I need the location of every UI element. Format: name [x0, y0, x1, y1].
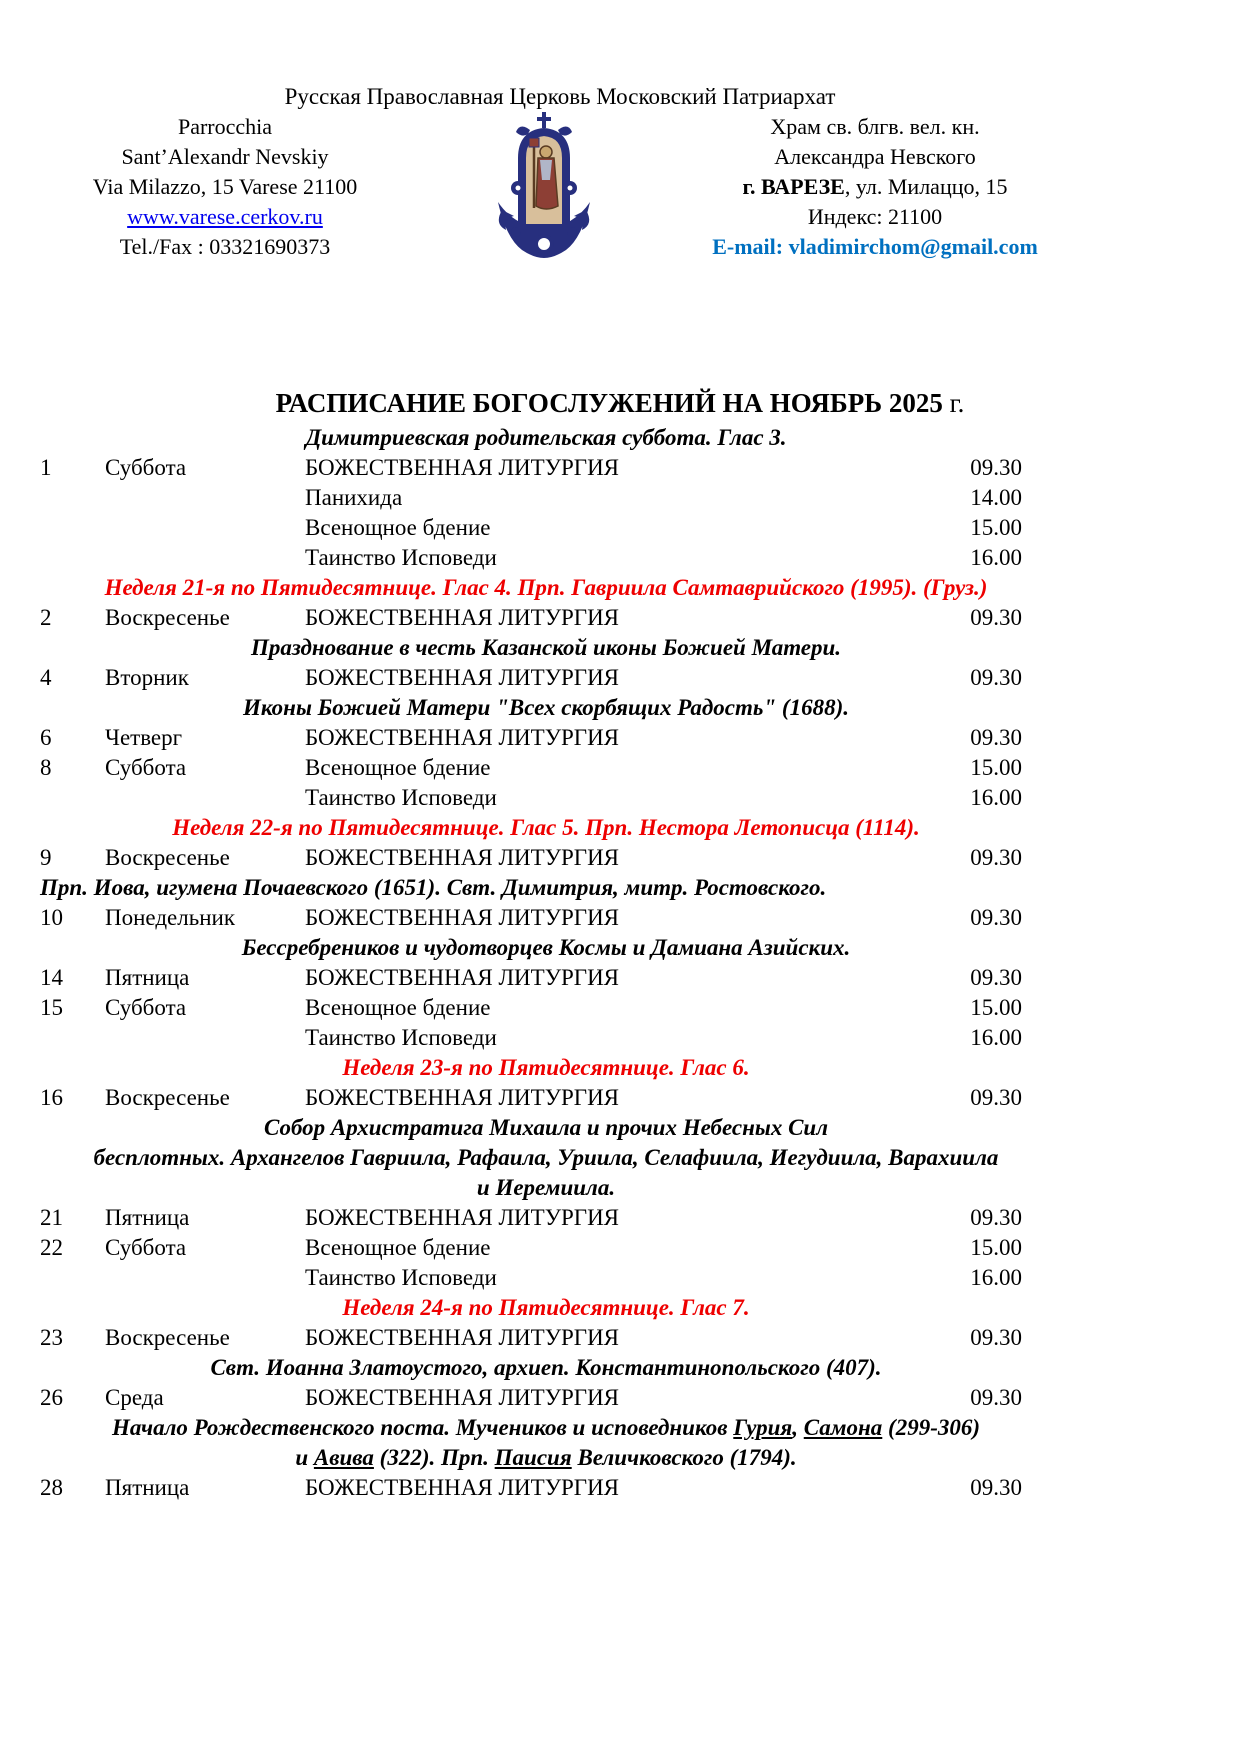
entry-time: 09.30 [970, 455, 1022, 480]
entry-service: БОЖЕСТВЕННАЯ ЛИТУРГИЯ [305, 1205, 620, 1230]
schedule-entry-row [40, 483, 1052, 513]
note-text: Неделя 21-я по Пятидесятнице. Глас 4. Прп. Гавриила Самтаврийского (1995). (Груз.) [104, 575, 988, 600]
note-underlined-name: Гурия [733, 1415, 793, 1440]
entry-time: 15.00 [970, 995, 1022, 1020]
schedule-entry-row [40, 1233, 1052, 1263]
schedule-entry-row [40, 903, 1052, 933]
schedule-entry-row [40, 753, 1052, 783]
telfax-line: Tel./Fax : 03321690373 [119, 234, 331, 259]
parish-saint-line: Sant’Alexandr Nevskiy [121, 144, 329, 169]
entry-day [105, 543, 305, 573]
week-heading-note [40, 813, 1052, 843]
entry-day [105, 783, 305, 813]
entry-day: Четверг [105, 725, 183, 750]
entry-date: 9 [40, 845, 52, 870]
note-text: Димитриевская родительская суббота. Глас 3. [305, 425, 787, 450]
note-text: Прп. Иова, игумена Почаевского (1651). Свт. Димитрия, митр. Ростовского. [40, 875, 827, 900]
entry-date: 6 [40, 725, 52, 750]
email-link[interactable]: E-mail: vladimirchom@gmail.com [712, 234, 1038, 259]
entry-time: 09.30 [970, 605, 1022, 630]
entry-time: 16.00 [970, 545, 1022, 570]
schedule-entry-row [40, 723, 1052, 753]
entry-date: 8 [40, 755, 52, 780]
note-underlined-name: Самона [803, 1415, 883, 1440]
note-text: Величковского (1794). [571, 1445, 797, 1470]
entry-date: 1 [40, 455, 52, 480]
schedule-entry-row [40, 663, 1052, 693]
entry-service: БОЖЕСТВЕННАЯ ЛИТУРГИЯ [305, 965, 620, 990]
entry-date [40, 483, 105, 513]
entry-time: 15.00 [970, 515, 1022, 540]
entry-day: Воскресенье [105, 1325, 230, 1350]
feast-note [40, 1413, 1052, 1443]
entry-date: 21 [40, 1205, 63, 1230]
entry-service: Всенощное бдение [305, 1235, 491, 1260]
feast-note [40, 873, 1052, 903]
page-title [0, 386, 1240, 420]
entry-service: БОЖЕСТВЕННАЯ ЛИТУРГИЯ [305, 1325, 620, 1350]
entry-date: 2 [40, 605, 52, 630]
note-text: Иконы Божией Матери "Всех скорбящих Радость" (1688). [243, 695, 849, 720]
entry-service: БОЖЕСТВЕННАЯ ЛИТУРГИЯ [305, 1475, 620, 1500]
temple-street: , ул. Милаццо, 15 [844, 174, 1008, 199]
schedule-entry-row [40, 1203, 1052, 1233]
entry-day: Суббота [105, 455, 187, 480]
note-text: бесплотных. Архангелов Гавриила, Рафаила, Уриила, Селафиила, Иегудиила, Варахиила [93, 1145, 999, 1170]
entry-day: Воскресенье [105, 605, 230, 630]
entry-date: 15 [40, 995, 63, 1020]
entry-time: 09.30 [970, 665, 1022, 690]
entry-service: Панихида [305, 485, 403, 510]
note-text: Неделя 22-я по Пятидесятнице. Глас 5. Прп. Нестора Летописца (1114). [172, 815, 920, 840]
week-heading-note [40, 1053, 1052, 1083]
temple-saint-line: Александра Невского [774, 144, 976, 169]
schedule-entry-row [40, 1473, 1052, 1503]
entry-day: Пятница [105, 1475, 190, 1500]
entry-service: БОЖЕСТВЕННАЯ ЛИТУРГИЯ [305, 605, 620, 630]
feast-note [40, 633, 1052, 663]
entry-time: 09.30 [970, 1475, 1022, 1500]
entry-date: 14 [40, 965, 63, 990]
note-text: , [792, 1415, 804, 1440]
entry-date: 22 [40, 1235, 63, 1260]
postal-index-line: Индекс: 21100 [807, 204, 943, 229]
feast-note [40, 693, 1052, 723]
entry-date: 4 [40, 665, 52, 690]
entry-date: 26 [40, 1385, 63, 1410]
parish-name-line: Parrocchia [177, 114, 273, 139]
entry-service: Таинство Исповеди [305, 1265, 497, 1290]
entry-time: 09.30 [970, 1385, 1022, 1410]
entry-day: Суббота [105, 1235, 187, 1260]
schedule-entry-row [40, 783, 1052, 813]
entry-time: 16.00 [970, 785, 1022, 810]
entry-day: Пятница [105, 1205, 190, 1230]
feast-note [40, 1443, 1052, 1473]
note-text: и [295, 1445, 314, 1470]
entry-date [40, 513, 105, 543]
schedule-entry-row [40, 1023, 1052, 1053]
note-underlined-name: Паисия [494, 1445, 572, 1470]
schedule-rows [40, 423, 1052, 1503]
entry-date: 10 [40, 905, 63, 930]
temple-name-line: Храм св. блгв. вел. кн. [770, 114, 980, 139]
note-text: и Иеремиила. [476, 1175, 616, 1200]
entry-date [40, 543, 105, 573]
entry-time: 09.30 [970, 1085, 1022, 1110]
entry-day [105, 513, 305, 543]
entry-service: Таинство Исповеди [305, 785, 497, 810]
note-text: Свт. Иоанна Златоустого, архиеп. Константинопольского (407). [210, 1355, 882, 1380]
parish-address-block [55, 112, 395, 262]
entry-date: 28 [40, 1475, 63, 1500]
church-patriarchate-line: Русская Православная Церковь Московский Патриархат [284, 84, 836, 109]
schedule-entry-row [40, 513, 1052, 543]
entry-time: 09.30 [970, 845, 1022, 870]
website-link[interactable]: www.varese.cerkov.ru [127, 204, 323, 229]
feast-note [40, 1143, 1052, 1173]
week-heading-note [40, 1293, 1052, 1323]
schedule-entry-row [40, 963, 1052, 993]
schedule-entry-row [40, 543, 1052, 573]
entry-service: БОЖЕСТВЕННАЯ ЛИТУРГИЯ [305, 455, 620, 480]
entry-time: 16.00 [970, 1025, 1022, 1050]
schedule-entry-row [40, 603, 1052, 633]
note-text: Бессребреников и чудотворцев Космы и Дамиана Азийских. [241, 935, 851, 960]
entry-service: БОЖЕСТВЕННАЯ ЛИТУРГИЯ [305, 1085, 620, 1110]
schedule-entry-row [40, 1383, 1052, 1413]
note-text: Собор Архистратига Михаила и прочих Небесных Сил [263, 1115, 829, 1140]
entry-service: Всенощное бдение [305, 995, 491, 1020]
entry-time: 09.30 [970, 965, 1022, 990]
entry-time: 09.30 [970, 1325, 1022, 1350]
note-text: Неделя 24-я по Пятидесятнице. Глас 7. [342, 1295, 750, 1320]
entry-day: Понедельник [105, 905, 235, 930]
note-text: Начало Рождественского поста. Мучеников и исповедников [111, 1415, 734, 1440]
feast-note [40, 1173, 1052, 1203]
entry-date [40, 1023, 105, 1053]
entry-time: 15.00 [970, 1235, 1022, 1260]
parish-street-line: Via Milazzo, 15 Varese 21100 [92, 174, 358, 199]
feast-note [40, 933, 1052, 963]
schedule-entry-row [40, 993, 1052, 1023]
entry-service: БОЖЕСТВЕННАЯ ЛИТУРГИЯ [305, 1385, 620, 1410]
schedule-entry-row [40, 1263, 1052, 1293]
schedule-entry-row [40, 843, 1052, 873]
schedule-entry-row [40, 1323, 1052, 1353]
page-title-suffix: г. [949, 388, 965, 418]
entry-day: Среда [105, 1385, 164, 1410]
entry-day: Вторник [105, 665, 189, 690]
entry-time: 09.30 [970, 905, 1022, 930]
entry-day [105, 1023, 305, 1053]
feast-note [40, 423, 1052, 453]
feast-note [40, 1353, 1052, 1383]
note-text: Празднование в честь Казанской иконы Божией Матери. [250, 635, 842, 660]
note-underlined-name: Авива [313, 1445, 374, 1470]
entry-service: Всенощное бдение [305, 515, 491, 540]
entry-time: 09.30 [970, 1205, 1022, 1230]
entry-service: Таинство Исповеди [305, 1025, 497, 1050]
entry-service: БОЖЕСТВЕННАЯ ЛИТУРГИЯ [305, 905, 620, 930]
schedule-entry-row [40, 1083, 1052, 1113]
entry-service: БОЖЕСТВЕННАЯ ЛИТУРГИЯ [305, 845, 620, 870]
temple-address-block [675, 112, 1075, 262]
note-text: (322). Прп. [373, 1445, 495, 1470]
entry-day: Суббота [105, 995, 187, 1020]
entry-time: 14.00 [970, 485, 1022, 510]
page-title-main: РАСПИСАНИЕ БОГОСЛУЖЕНИЙ НА НОЯБРЬ 2025 [275, 388, 950, 418]
church-emblem-icon [492, 110, 596, 262]
entry-day: Воскресенье [105, 845, 230, 870]
schedule-entry-row [40, 453, 1052, 483]
temple-city-line [675, 172, 1075, 202]
entry-date: 16 [40, 1085, 63, 1110]
entry-day: Воскресенье [105, 1085, 230, 1110]
entry-day [105, 1263, 305, 1293]
temple-city-bold: г. ВАРЕЗЕ [742, 174, 845, 199]
entry-time: 15.00 [970, 755, 1022, 780]
entry-service: БОЖЕСТВЕННАЯ ЛИТУРГИЯ [305, 665, 620, 690]
entry-time: 16.00 [970, 1265, 1022, 1290]
entry-day: Пятница [105, 965, 190, 990]
note-text: (299-306) [882, 1415, 981, 1440]
entry-service: Таинство Исповеди [305, 545, 497, 570]
entry-date [40, 1263, 105, 1293]
entry-day: Суббота [105, 755, 187, 780]
entry-time: 09.30 [970, 725, 1022, 750]
note-text: Неделя 23-я по Пятидесятнице. Глас 6. [342, 1055, 750, 1080]
entry-day [105, 483, 305, 513]
feast-note [40, 1113, 1052, 1143]
entry-service: Всенощное бдение [305, 755, 491, 780]
entry-service: БОЖЕСТВЕННАЯ ЛИТУРГИЯ [305, 725, 620, 750]
entry-date [40, 783, 105, 813]
week-heading-note [40, 573, 1052, 603]
entry-date: 23 [40, 1325, 63, 1350]
